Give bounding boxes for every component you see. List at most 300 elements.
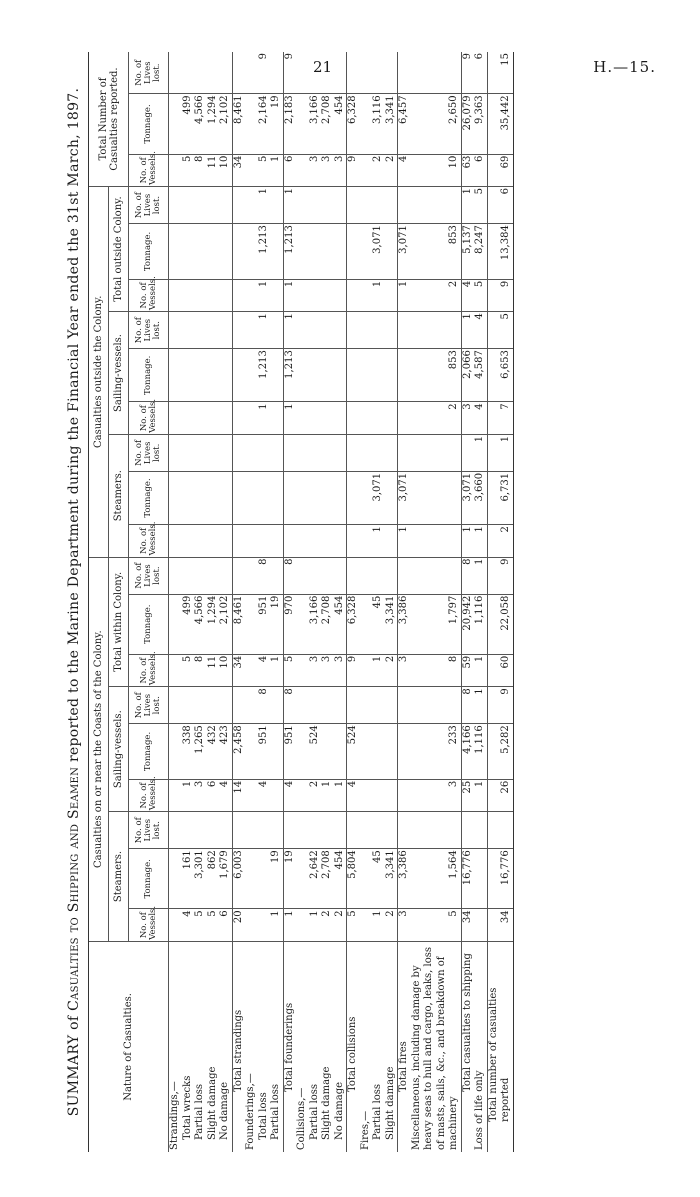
cell: 8: [411, 654, 462, 686]
cell: [194, 471, 207, 524]
row-label-text: Partial loss: [194, 1083, 205, 1140]
cell: 19: [270, 94, 283, 154]
row-label: Fires,—: [359, 1110, 371, 1150]
cell: 1,213: [258, 224, 271, 280]
cell: [461, 434, 474, 471]
row-label: Collisions,—: [296, 1087, 307, 1150]
section-heading-row: [169, 52, 182, 1152]
cell: [372, 402, 385, 434]
cell: [296, 779, 309, 811]
cell: 2: [321, 909, 334, 941]
cell: [219, 434, 232, 471]
cell: [347, 812, 360, 849]
cell: [411, 557, 462, 594]
cell: 3,071: [372, 224, 385, 280]
cell: 2: [309, 779, 322, 811]
row-label: [309, 941, 322, 1152]
cell: [296, 187, 309, 224]
cell: [398, 52, 411, 94]
cell: 1: [309, 909, 322, 941]
cell: 20,942: [461, 594, 474, 654]
cell: [207, 434, 220, 471]
cell: [385, 779, 398, 811]
table-row: [194, 52, 207, 1152]
cell: [182, 812, 195, 849]
cell: 4: [258, 779, 271, 811]
row-label: Miscellaneous, including damage by heavy seas to hull and cargo, leaks, loss of masts, sails, &c., and breakdown of machinery: [410, 946, 459, 1150]
cell: [258, 849, 271, 909]
cell: [232, 52, 245, 94]
cell: 8: [194, 154, 207, 186]
cell: [245, 312, 258, 349]
cell: 1: [258, 279, 271, 311]
page-number: 21: [313, 58, 333, 76]
cell: 34: [461, 909, 474, 941]
cell: [207, 402, 220, 434]
cell: [245, 349, 258, 402]
cell: 5: [487, 312, 513, 349]
cell: 22,058: [487, 594, 513, 654]
cell: [474, 909, 487, 941]
cell: [347, 687, 360, 724]
section-heading-row: [360, 52, 373, 1152]
cell: [194, 812, 207, 849]
cell: [182, 434, 195, 471]
row-label-text: Partial loss: [372, 1083, 383, 1140]
cell: [296, 402, 309, 434]
cell: 45: [372, 849, 385, 909]
row-label: [321, 941, 334, 1152]
cell: 8: [283, 687, 296, 724]
header-sailing-outside: Sailing-vessels.: [109, 312, 129, 435]
cell: [296, 94, 309, 154]
header-lives: No. of Lives lost.: [129, 187, 169, 224]
cell: [398, 812, 411, 849]
cell: [321, 434, 334, 471]
table-row: [372, 52, 385, 1152]
cell: 10: [219, 154, 232, 186]
cell: [258, 471, 271, 524]
cell: 3: [411, 779, 462, 811]
cell: 338: [182, 724, 195, 780]
cell: [347, 471, 360, 524]
cell: [347, 312, 360, 349]
cell: [296, 594, 309, 654]
cell: [385, 525, 398, 557]
cell: 1: [474, 687, 487, 724]
cell: [321, 224, 334, 280]
cell: 26,079: [461, 94, 474, 154]
cell: [385, 52, 398, 94]
cell: [309, 434, 322, 471]
cell: [385, 724, 398, 780]
cell: [207, 349, 220, 402]
row-label: Total fires: [398, 941, 411, 1152]
cell: 1,564: [411, 849, 462, 909]
header-group-total: Total Number of Casualties reported.: [89, 52, 129, 187]
cell: [219, 687, 232, 724]
cell: [232, 187, 245, 224]
cell: [245, 557, 258, 594]
cell: [169, 349, 182, 402]
title-lead: SUMMARY of: [66, 1010, 82, 1117]
cell: [169, 434, 182, 471]
cell: [182, 349, 195, 402]
cell: 5: [283, 654, 296, 686]
cell: 6: [207, 779, 220, 811]
cell: [296, 312, 309, 349]
cell: [411, 471, 462, 524]
header-group-outside: Casualties outside the Colony.: [89, 187, 109, 558]
cell: 2,650: [411, 94, 462, 154]
cell: 1: [474, 557, 487, 594]
cell: 2: [385, 654, 398, 686]
cell: 8: [461, 687, 474, 724]
cell: [182, 312, 195, 349]
header-group-colony: Casualties on or near the Coasts of the Colony.: [89, 557, 109, 941]
row-label-text: Total loss: [257, 1092, 269, 1140]
cell: [182, 557, 195, 594]
cell: 5,282: [487, 724, 513, 780]
cell: [385, 402, 398, 434]
cell: 5: [194, 909, 207, 941]
cell: 1: [258, 187, 271, 224]
cell: [232, 471, 245, 524]
cell: 3,116: [372, 94, 385, 154]
cell: 454: [334, 849, 347, 909]
cell: [411, 312, 462, 349]
cell: [232, 349, 245, 402]
cell: 6,653: [487, 349, 513, 402]
cell: [347, 525, 360, 557]
cell: 1: [398, 279, 411, 311]
cell: [334, 434, 347, 471]
cell: [385, 349, 398, 402]
cell: [385, 434, 398, 471]
cell: 5,137: [461, 224, 474, 280]
cell: [270, 402, 283, 434]
cell: [270, 724, 283, 780]
cell: [385, 312, 398, 349]
cell: [169, 909, 182, 941]
cell: [169, 187, 182, 224]
cell: [398, 724, 411, 780]
cell: 35,442: [487, 94, 513, 154]
cell: 9: [283, 52, 296, 94]
cell: 233: [411, 724, 462, 780]
cell: [372, 779, 385, 811]
cell: 2: [385, 154, 398, 186]
cell: 59: [461, 654, 474, 686]
cell: [169, 279, 182, 311]
cell: 3,341: [385, 94, 398, 154]
cell: 10: [219, 654, 232, 686]
cell: 69: [487, 154, 513, 186]
cell: 60: [487, 654, 513, 686]
cell: 1,294: [207, 94, 220, 154]
header-sailing: Sailing-vessels.: [109, 687, 129, 812]
header-steamers-outside: Steamers.: [109, 434, 129, 557]
row-label: Total strandings: [232, 941, 245, 1152]
cell: [232, 525, 245, 557]
cell: 19: [270, 849, 283, 909]
cell: [169, 849, 182, 909]
cell: [309, 52, 322, 94]
cell: 1,213: [283, 224, 296, 280]
cell: [194, 224, 207, 280]
cell: 1: [283, 312, 296, 349]
cell: [258, 434, 271, 471]
cell: [334, 812, 347, 849]
header-vessels: No. of Vessels.: [129, 154, 169, 186]
cell: [245, 724, 258, 780]
cell: [334, 224, 347, 280]
cell: 1,265: [194, 724, 207, 780]
cell: [169, 224, 182, 280]
cell: 3: [321, 154, 334, 186]
cell: [385, 557, 398, 594]
cell: [182, 224, 195, 280]
cell: 2,066: [461, 349, 474, 402]
cell: 9: [487, 687, 513, 724]
header-within: Total within Colony.: [109, 557, 129, 687]
row-label: [385, 941, 398, 1152]
cell: [194, 687, 207, 724]
cell: 8,247: [474, 224, 487, 280]
cell: [309, 812, 322, 849]
cell: [245, 52, 258, 94]
cell: [207, 471, 220, 524]
cell: [232, 812, 245, 849]
cell: [283, 525, 296, 557]
cell: [258, 812, 271, 849]
cell: [270, 557, 283, 594]
cell: [219, 812, 232, 849]
cell: 16,776: [461, 849, 474, 909]
row-label: Total founderings: [283, 941, 296, 1152]
header-tonnage: Tonnage.: [129, 724, 169, 780]
header-tonnage: Tonnage.: [129, 349, 169, 402]
cell: [360, 779, 373, 811]
table-row: [258, 52, 271, 1152]
cell: [334, 52, 347, 94]
header-nature: Nature of Casualties.: [89, 941, 169, 1152]
cell: 9,363: [474, 94, 487, 154]
cell: [360, 312, 373, 349]
cell: [283, 471, 296, 524]
cell: [309, 471, 322, 524]
cell: [207, 187, 220, 224]
cell: 8: [461, 557, 474, 594]
row-label: [270, 941, 283, 1152]
cell: [182, 279, 195, 311]
cell: 862: [207, 849, 220, 909]
cell: [347, 224, 360, 280]
cell: [385, 812, 398, 849]
cell: 4: [283, 779, 296, 811]
cell: 1: [258, 402, 271, 434]
cell: 432: [207, 724, 220, 780]
cell: 34: [232, 154, 245, 186]
cell: 3: [334, 654, 347, 686]
row-label: [258, 941, 271, 1152]
cell: [398, 349, 411, 402]
cell: 25: [461, 779, 474, 811]
cell: [321, 525, 334, 557]
cell: [219, 279, 232, 311]
cell: 3,341: [385, 849, 398, 909]
cell: [245, 687, 258, 724]
cell: [309, 525, 322, 557]
cell: [334, 402, 347, 434]
cell: [219, 187, 232, 224]
cell: [360, 154, 373, 186]
cell: 9: [258, 52, 271, 94]
table-body: [169, 52, 514, 1152]
cell: 6: [219, 909, 232, 941]
cell: [411, 525, 462, 557]
cell: [321, 812, 334, 849]
cell: 3: [398, 654, 411, 686]
cell: 6: [487, 187, 513, 224]
cell: 3,071: [398, 471, 411, 524]
cell: [360, 187, 373, 224]
grand-total-row: [487, 52, 513, 1152]
cell: 2,102: [219, 94, 232, 154]
cell: 1: [461, 312, 474, 349]
cell: 2: [411, 279, 462, 311]
cell: 8,461: [232, 94, 245, 154]
cell: [321, 557, 334, 594]
cell: [372, 349, 385, 402]
cell: 9: [347, 154, 360, 186]
cell: 3,341: [385, 594, 398, 654]
cell: [194, 52, 207, 94]
cell: 970: [283, 594, 296, 654]
cell: 2: [385, 909, 398, 941]
cell: [398, 402, 411, 434]
cell: 7: [487, 402, 513, 434]
cell: 1,213: [258, 349, 271, 402]
cell: [258, 909, 271, 941]
cell: [194, 402, 207, 434]
cell: [169, 154, 182, 186]
cell: [334, 349, 347, 402]
row-label-text: Slight damage: [206, 1066, 218, 1140]
cell: [360, 849, 373, 909]
cell: 34: [232, 654, 245, 686]
cell: [309, 687, 322, 724]
cell: [283, 434, 296, 471]
cell: 499: [182, 94, 195, 154]
cell: [245, 434, 258, 471]
header-vessels: No. of Vessels.: [129, 525, 169, 557]
row-label: Strandings,—: [169, 1081, 180, 1150]
table-row: [270, 52, 283, 1152]
cell: [194, 525, 207, 557]
cell: [360, 557, 373, 594]
title-smallcaps: Casualties to Shipping and Seamen: [66, 766, 82, 1011]
cell: [360, 687, 373, 724]
cell: [372, 52, 385, 94]
header-lives: No. of Lives lost.: [129, 812, 169, 849]
cell: 13,384: [487, 224, 513, 280]
cell: 6,328: [347, 94, 360, 154]
cell: 951: [283, 724, 296, 780]
row-label: [194, 941, 207, 1152]
cell: 1: [474, 779, 487, 811]
row-label: [372, 941, 385, 1152]
cell: [398, 312, 411, 349]
cell: [270, 279, 283, 311]
cell: [321, 471, 334, 524]
cell: [321, 402, 334, 434]
cell: [219, 525, 232, 557]
cell: [296, 812, 309, 849]
cell: 1,797: [411, 594, 462, 654]
cell: [182, 402, 195, 434]
cell: [334, 312, 347, 349]
cell: [360, 594, 373, 654]
cell: [296, 654, 309, 686]
cell: [270, 224, 283, 280]
cell: 2,708: [321, 94, 334, 154]
cell: 5: [258, 154, 271, 186]
cell: 3,166: [309, 594, 322, 654]
table-row: [309, 52, 322, 1152]
cell: 4: [461, 279, 474, 311]
cell: [334, 687, 347, 724]
cell: 19: [270, 594, 283, 654]
cell: 3,071: [398, 224, 411, 280]
cell: [360, 525, 373, 557]
cell: [207, 557, 220, 594]
cell: 10: [411, 154, 462, 186]
cell: [347, 434, 360, 471]
cell: 11: [207, 154, 220, 186]
cell: [169, 724, 182, 780]
cell: [245, 154, 258, 186]
cell: 2,642: [309, 849, 322, 909]
cell: 45: [372, 594, 385, 654]
cell: [334, 525, 347, 557]
cell: [194, 187, 207, 224]
cell: [258, 525, 271, 557]
table-row: [385, 52, 398, 1152]
cell: [194, 434, 207, 471]
cell: [321, 724, 334, 780]
cell: [207, 812, 220, 849]
cell: 5: [182, 154, 195, 186]
cell: [321, 312, 334, 349]
header-lives: No. of Lives lost.: [129, 312, 169, 349]
cell: 14: [232, 779, 245, 811]
cell: 1: [474, 654, 487, 686]
cell: 4: [474, 312, 487, 349]
cell: [219, 224, 232, 280]
cell: 8: [258, 687, 271, 724]
cell: [245, 654, 258, 686]
cell: 5: [474, 279, 487, 311]
cell: [296, 154, 309, 186]
cell: [309, 279, 322, 311]
cell: [347, 52, 360, 94]
cell: 1,213: [283, 349, 296, 402]
total-row: [283, 52, 296, 1152]
cell: [309, 402, 322, 434]
cell: [321, 349, 334, 402]
cell: [372, 187, 385, 224]
